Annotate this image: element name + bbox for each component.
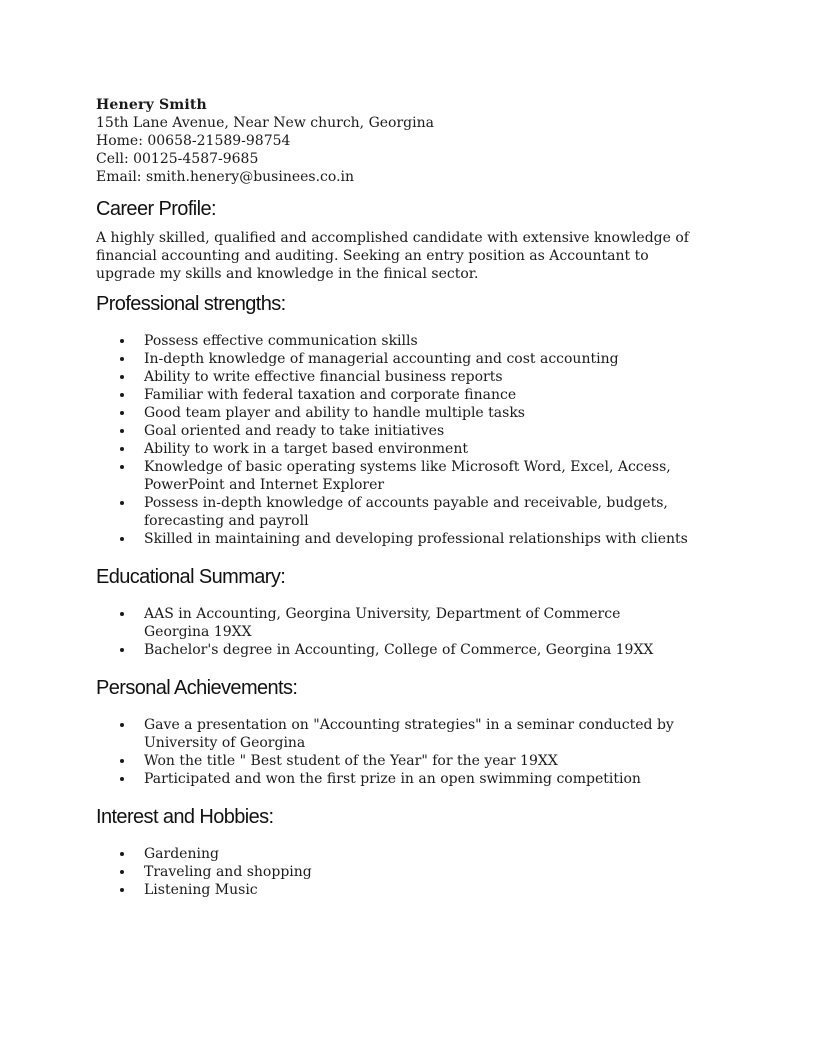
list-item: Gardening [96, 845, 689, 863]
list-item: In-depth knowledge of managerial accounting and cost accounting [96, 350, 689, 368]
list-item: Knowledge of basic operating systems like Microsoft Word, Excel, Access, PowerPoint and Internet Explorer [96, 458, 689, 494]
list-item: Skilled in maintaining and developing professional relationships with clients [96, 530, 689, 548]
list-item: Gave a presentation on "Accounting strategies" in a seminar conducted by University of Georgina [96, 716, 689, 752]
strengths-heading: Professional strengths: [96, 293, 286, 315]
list-item: Possess effective communication skills [96, 332, 689, 350]
list-item: Won the title " Best student of the Year" for the year 19XX [96, 752, 689, 770]
cell-phone: Cell: 00125-4587-9685 [96, 151, 259, 167]
education-heading: Educational Summary: [96, 566, 286, 588]
hobbies-list [96, 845, 716, 899]
strengths-list [96, 332, 716, 548]
achievements-list [96, 716, 716, 788]
list-item: Participated and won the first prize in an open swimming competition [96, 770, 689, 788]
email-line: Email: smith.henery@businees.co.in [96, 169, 355, 185]
achievements-heading: Personal Achievements: [96, 677, 298, 699]
hobbies-heading: Interest and Hobbies: [96, 806, 274, 828]
list-item: Familiar with federal taxation and corporate finance [96, 386, 689, 404]
list-item: Goal oriented and ready to take initiatives [96, 422, 689, 440]
address-line: 15th Lane Avenue, Near New church, Georgina [96, 115, 434, 131]
list-item: Good team player and ability to handle multiple tasks [96, 404, 689, 422]
list-item: Bachelor's degree in Accounting, College of Commerce, Georgina 19XX [96, 641, 689, 659]
list-item: Ability to work in a target based environment [96, 440, 689, 458]
resume-document [96, 96, 716, 899]
education-list [96, 605, 716, 659]
list-item: Possess in-depth knowledge of accounts payable and receivable, budgets, forecasting and payroll [96, 494, 689, 530]
career-profile-text: A highly skilled, qualified and accomplished candidate with extensive knowledge of financial accounting and auditing. Seeking an entry position as Accountant to upgrade my skills and knowledge in the finical sector. [96, 230, 689, 282]
career-profile-heading: Career Profile: [96, 198, 216, 220]
candidate-name: Henery Smith [96, 97, 207, 113]
list-item: AAS in Accounting, Georgina University, Department of Commerce Georgina 19XX [96, 605, 689, 641]
home-phone: Home: 00658-21589-98754 [96, 133, 291, 149]
contact-block [96, 96, 716, 186]
list-item: Ability to write effective financial business reports [96, 368, 689, 386]
list-item: Traveling and shopping [96, 863, 689, 881]
list-item: Listening Music [96, 881, 689, 899]
